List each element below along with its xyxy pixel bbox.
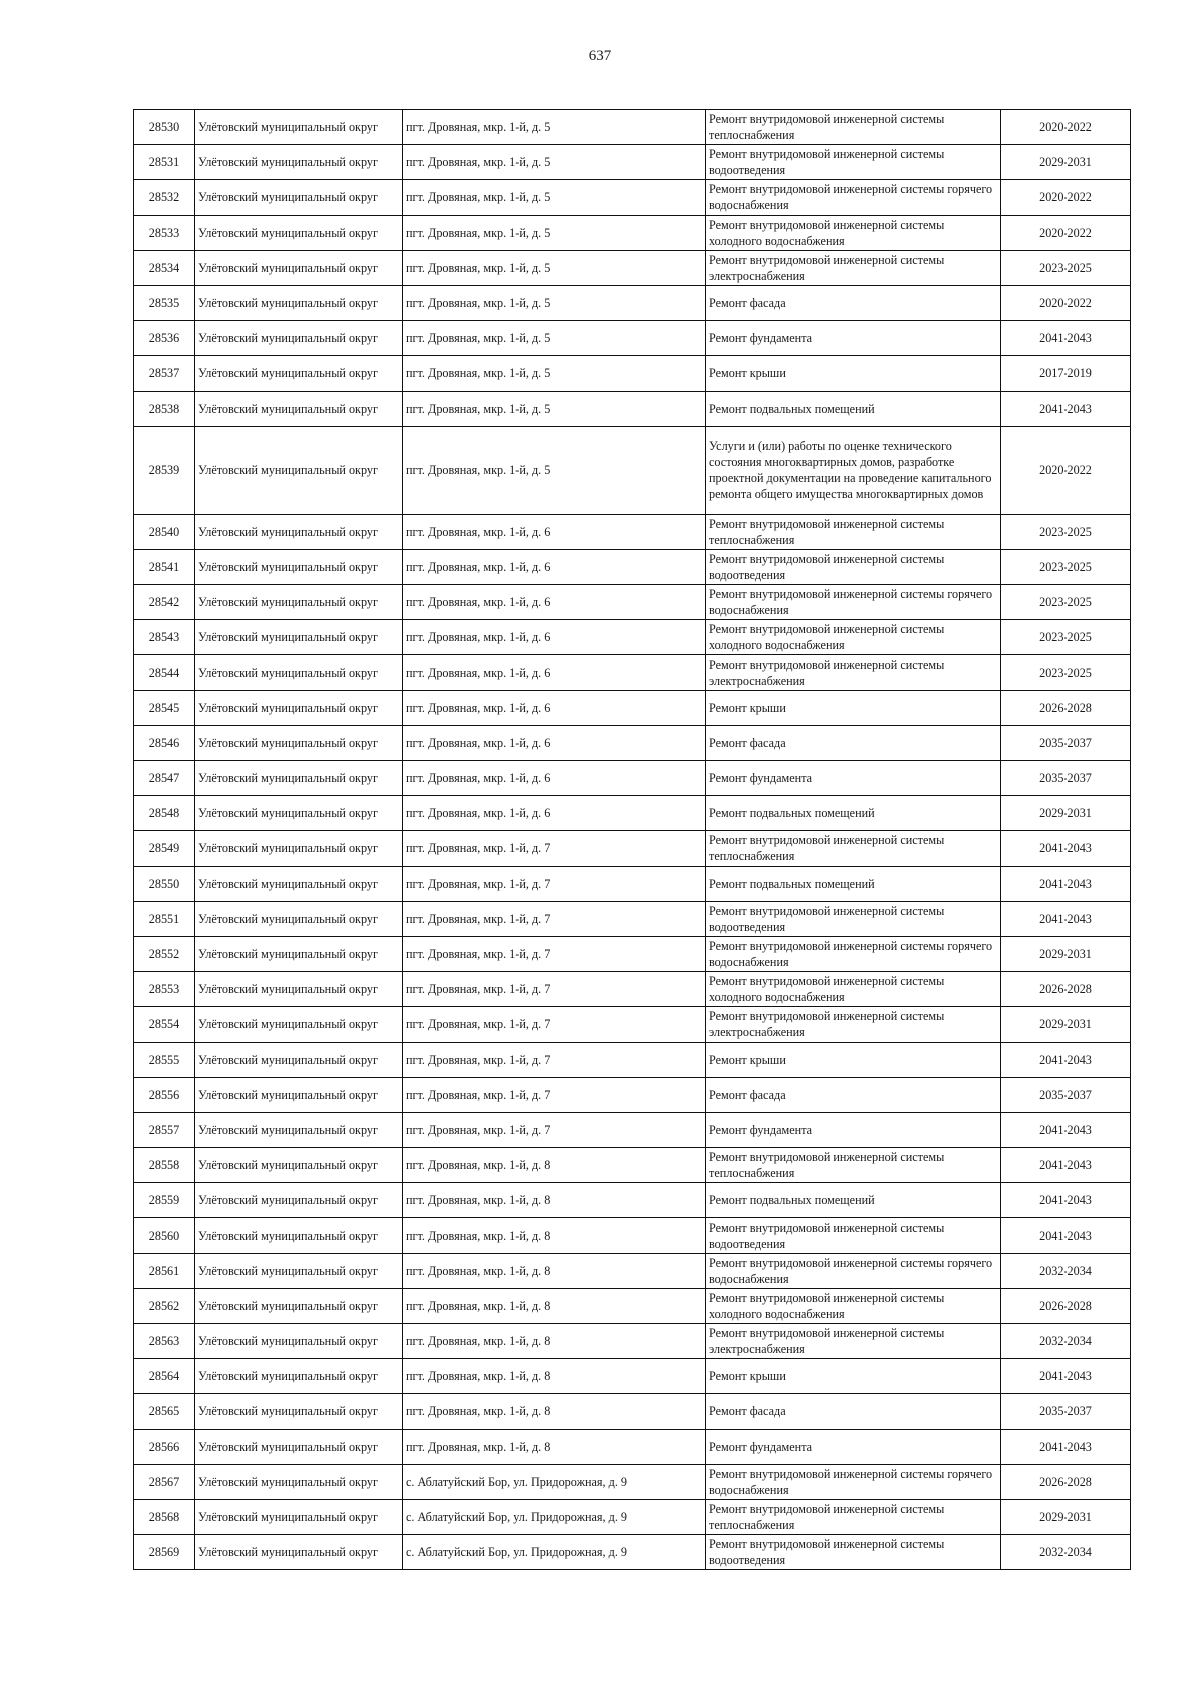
cell-district: Улётовский муниципальный округ [195, 1499, 403, 1534]
cell-number: 28543 [134, 620, 195, 655]
cell-address: пгт. Дровяная, мкр. 1-й, д. 8 [403, 1183, 706, 1218]
cell-number: 28545 [134, 690, 195, 725]
cell-years: 2017-2019 [1001, 356, 1131, 391]
cell-address: пгт. Дровяная, мкр. 1-й, д. 7 [403, 831, 706, 866]
table-row [134, 866, 1131, 901]
cell-number: 28554 [134, 1007, 195, 1042]
table-row [134, 585, 1131, 620]
cell-district: Улётовский муниципальный округ [195, 391, 403, 426]
cell-number: 28558 [134, 1148, 195, 1183]
cell-years: 2026-2028 [1001, 1464, 1131, 1499]
cell-work-type: Ремонт фасада [706, 1077, 1001, 1112]
cell-work-type: Ремонт фасада [706, 1394, 1001, 1429]
cell-work-type: Ремонт подвальных помещений [706, 866, 1001, 901]
cell-address: пгт. Дровяная, мкр. 1-й, д. 6 [403, 549, 706, 584]
cell-work-type: Ремонт крыши [706, 1359, 1001, 1394]
cell-work-type: Ремонт подвальных помещений [706, 796, 1001, 831]
cell-number: 28556 [134, 1077, 195, 1112]
cell-years: 2035-2037 [1001, 761, 1131, 796]
table-row [134, 1148, 1131, 1183]
table-row [134, 1112, 1131, 1147]
cell-number: 28563 [134, 1324, 195, 1359]
cell-work-type: Ремонт внутридомовой инженерной системы холодного водоснабжения [706, 1288, 1001, 1323]
cell-district: Улётовский муниципальный округ [195, 972, 403, 1007]
cell-years: 2041-2043 [1001, 321, 1131, 356]
cell-address: пгт. Дровяная, мкр. 1-й, д. 8 [403, 1324, 706, 1359]
cell-work-type: Ремонт внутридомовой инженерной системы водоотведения [706, 1218, 1001, 1253]
cell-address: пгт. Дровяная, мкр. 1-й, д. 5 [403, 391, 706, 426]
table-row [134, 1077, 1131, 1112]
cell-number: 28531 [134, 145, 195, 180]
cell-address: пгт. Дровяная, мкр. 1-й, д. 8 [403, 1218, 706, 1253]
table-row [134, 1253, 1131, 1288]
table-row [134, 1007, 1131, 1042]
cell-work-type: Ремонт внутридомовой инженерной системы водоотведения [706, 549, 1001, 584]
table-row [134, 549, 1131, 584]
cell-work-type: Ремонт внутридомовой инженерной системы водоотведения [706, 1535, 1001, 1570]
table-row [134, 901, 1131, 936]
cell-years: 2041-2043 [1001, 1148, 1131, 1183]
cell-address: пгт. Дровяная, мкр. 1-й, д. 6 [403, 655, 706, 690]
cell-years: 2041-2043 [1001, 866, 1131, 901]
cell-number: 28546 [134, 725, 195, 760]
cell-work-type: Ремонт внутридомовой инженерной системы электроснабжения [706, 1324, 1001, 1359]
cell-years: 2041-2043 [1001, 391, 1131, 426]
cell-years: 2020-2022 [1001, 180, 1131, 215]
cell-address: пгт. Дровяная, мкр. 1-й, д. 8 [403, 1253, 706, 1288]
cell-years: 2041-2043 [1001, 901, 1131, 936]
table-row [134, 1535, 1131, 1570]
cell-work-type: Ремонт внутридомовой инженерной системы холодного водоснабжения [706, 972, 1001, 1007]
cell-years: 2023-2025 [1001, 655, 1131, 690]
cell-years: 2032-2034 [1001, 1535, 1131, 1570]
cell-years: 2023-2025 [1001, 585, 1131, 620]
cell-address: пгт. Дровяная, мкр. 1-й, д. 5 [403, 321, 706, 356]
cell-number: 28532 [134, 180, 195, 215]
cell-district: Улётовский муниципальный округ [195, 549, 403, 584]
cell-years: 2023-2025 [1001, 620, 1131, 655]
cell-district: Улётовский муниципальный округ [195, 1007, 403, 1042]
cell-years: 2029-2031 [1001, 936, 1131, 971]
cell-district: Улётовский муниципальный округ [195, 1218, 403, 1253]
cell-district: Улётовский муниципальный округ [195, 356, 403, 391]
cell-number: 28560 [134, 1218, 195, 1253]
cell-district: Улётовский муниципальный округ [195, 620, 403, 655]
cell-work-type: Ремонт внутридомовой инженерной системы электроснабжения [706, 655, 1001, 690]
cell-work-type: Ремонт крыши [706, 356, 1001, 391]
table-row [134, 1394, 1131, 1429]
cell-district: Улётовский муниципальный округ [195, 1394, 403, 1429]
table-row [134, 321, 1131, 356]
cell-district: Улётовский муниципальный округ [195, 321, 403, 356]
cell-work-type: Ремонт внутридомовой инженерной системы холодного водоснабжения [706, 620, 1001, 655]
cell-address: пгт. Дровяная, мкр. 1-й, д. 5 [403, 180, 706, 215]
cell-years: 2041-2043 [1001, 1359, 1131, 1394]
cell-address: пгт. Дровяная, мкр. 1-й, д. 7 [403, 901, 706, 936]
cell-address: с. Аблатуйский Бор, ул. Придорожная, д. 9 [403, 1499, 706, 1534]
cell-work-type: Ремонт подвальных помещений [706, 391, 1001, 426]
cell-district: Улётовский муниципальный округ [195, 1183, 403, 1218]
cell-years: 2032-2034 [1001, 1253, 1131, 1288]
table-row [134, 761, 1131, 796]
cell-district: Улётовский муниципальный округ [195, 655, 403, 690]
table-row [134, 725, 1131, 760]
cell-years: 2026-2028 [1001, 1288, 1131, 1323]
table-row [134, 831, 1131, 866]
cell-work-type: Ремонт фундамента [706, 1112, 1001, 1147]
cell-number: 28530 [134, 110, 195, 145]
cell-number: 28566 [134, 1429, 195, 1464]
table-row [134, 391, 1131, 426]
cell-years: 2023-2025 [1001, 514, 1131, 549]
cell-years: 2035-2037 [1001, 1077, 1131, 1112]
cell-work-type: Услуги и (или) работы по оценке технического состояния многоквартирных домов, разработке проектной документации на проведение капитального ремонта общего имущества многоквартирных домов [706, 426, 1001, 514]
cell-address: пгт. Дровяная, мкр. 1-й, д. 7 [403, 866, 706, 901]
cell-years: 2026-2028 [1001, 972, 1131, 1007]
cell-district: Улётовский муниципальный округ [195, 250, 403, 285]
cell-address: пгт. Дровяная, мкр. 1-й, д. 6 [403, 725, 706, 760]
table-row [134, 655, 1131, 690]
cell-address: пгт. Дровяная, мкр. 1-й, д. 6 [403, 514, 706, 549]
table-row [134, 145, 1131, 180]
cell-years: 2032-2034 [1001, 1324, 1131, 1359]
cell-address: пгт. Дровяная, мкр. 1-й, д. 6 [403, 585, 706, 620]
cell-number: 28562 [134, 1288, 195, 1323]
cell-number: 28537 [134, 356, 195, 391]
cell-years: 2041-2043 [1001, 1183, 1131, 1218]
cell-work-type: Ремонт фасада [706, 285, 1001, 320]
cell-district: Улётовский муниципальный округ [195, 285, 403, 320]
cell-number: 28555 [134, 1042, 195, 1077]
cell-district: Улётовский муниципальный округ [195, 110, 403, 145]
cell-address: пгт. Дровяная, мкр. 1-й, д. 7 [403, 1077, 706, 1112]
cell-number: 28538 [134, 391, 195, 426]
cell-address: пгт. Дровяная, мкр. 1-й, д. 5 [403, 250, 706, 285]
cell-address: пгт. Дровяная, мкр. 1-й, д. 5 [403, 110, 706, 145]
cell-district: Улётовский муниципальный округ [195, 180, 403, 215]
cell-address: пгт. Дровяная, мкр. 1-й, д. 7 [403, 972, 706, 1007]
cell-work-type: Ремонт фундамента [706, 1429, 1001, 1464]
cell-number: 28567 [134, 1464, 195, 1499]
table-row [134, 180, 1131, 215]
cell-number: 28533 [134, 215, 195, 250]
cell-address: пгт. Дровяная, мкр. 1-й, д. 7 [403, 936, 706, 971]
cell-work-type: Ремонт крыши [706, 690, 1001, 725]
cell-district: Улётовский муниципальный округ [195, 215, 403, 250]
cell-address: пгт. Дровяная, мкр. 1-й, д. 5 [403, 285, 706, 320]
cell-work-type: Ремонт внутридомовой инженерной системы водоотведения [706, 901, 1001, 936]
table-row [134, 796, 1131, 831]
table-row [134, 1359, 1131, 1394]
cell-years: 2041-2043 [1001, 1429, 1131, 1464]
cell-years: 2020-2022 [1001, 285, 1131, 320]
cell-district: Улётовский муниципальный округ [195, 1429, 403, 1464]
cell-years: 2026-2028 [1001, 690, 1131, 725]
cell-number: 28553 [134, 972, 195, 1007]
cell-years: 2029-2031 [1001, 796, 1131, 831]
cell-number: 28559 [134, 1183, 195, 1218]
table-row [134, 215, 1131, 250]
cell-years: 2029-2031 [1001, 1499, 1131, 1534]
cell-work-type: Ремонт внутридомовой инженерной системы горячего водоснабжения [706, 180, 1001, 215]
table-row [134, 1183, 1131, 1218]
table-row [134, 1288, 1131, 1323]
cell-number: 28544 [134, 655, 195, 690]
table-row [134, 620, 1131, 655]
cell-address: пгт. Дровяная, мкр. 1-й, д. 8 [403, 1359, 706, 1394]
cell-address: пгт. Дровяная, мкр. 1-й, д. 8 [403, 1429, 706, 1464]
cell-years: 2041-2043 [1001, 1218, 1131, 1253]
cell-number: 28549 [134, 831, 195, 866]
cell-work-type: Ремонт внутридомовой инженерной системы теплоснабжения [706, 1148, 1001, 1183]
cell-number: 28551 [134, 901, 195, 936]
cell-address: пгт. Дровяная, мкр. 1-й, д. 7 [403, 1112, 706, 1147]
cell-number: 28561 [134, 1253, 195, 1288]
cell-years: 2020-2022 [1001, 110, 1131, 145]
table-row [134, 110, 1131, 145]
cell-number: 28539 [134, 426, 195, 514]
cell-number: 28548 [134, 796, 195, 831]
cell-district: Улётовский муниципальный округ [195, 145, 403, 180]
cell-number: 28564 [134, 1359, 195, 1394]
table-row [134, 1324, 1131, 1359]
cell-district: Улётовский муниципальный округ [195, 690, 403, 725]
cell-work-type: Ремонт внутридомовой инженерной системы теплоснабжения [706, 514, 1001, 549]
cell-district: Улётовский муниципальный округ [195, 1253, 403, 1288]
cell-district: Улётовский муниципальный округ [195, 1359, 403, 1394]
cell-work-type: Ремонт подвальных помещений [706, 1183, 1001, 1218]
table-row [134, 1429, 1131, 1464]
cell-number: 28542 [134, 585, 195, 620]
table-row [134, 356, 1131, 391]
table-row [134, 1042, 1131, 1077]
cell-years: 2041-2043 [1001, 831, 1131, 866]
cell-address: пгт. Дровяная, мкр. 1-й, д. 6 [403, 761, 706, 796]
cell-address: с. Аблатуйский Бор, ул. Придорожная, д. 9 [403, 1464, 706, 1499]
cell-years: 2029-2031 [1001, 1007, 1131, 1042]
cell-number: 28547 [134, 761, 195, 796]
cell-district: Улётовский муниципальный округ [195, 426, 403, 514]
table-body [134, 110, 1131, 1570]
cell-work-type: Ремонт внутридомовой инженерной системы теплоснабжения [706, 1499, 1001, 1534]
cell-district: Улётовский муниципальный округ [195, 1288, 403, 1323]
cell-address: пгт. Дровяная, мкр. 1-й, д. 5 [403, 145, 706, 180]
cell-number: 28550 [134, 866, 195, 901]
cell-work-type: Ремонт крыши [706, 1042, 1001, 1077]
cell-district: Улётовский муниципальный округ [195, 1324, 403, 1359]
cell-district: Улётовский муниципальный округ [195, 1042, 403, 1077]
cell-address: с. Аблатуйский Бор, ул. Придорожная, д. 9 [403, 1535, 706, 1570]
cell-work-type: Ремонт внутридомовой инженерной системы горячего водоснабжения [706, 1253, 1001, 1288]
cell-address: пгт. Дровяная, мкр. 1-й, д. 6 [403, 620, 706, 655]
table-row [134, 690, 1131, 725]
table-row [134, 285, 1131, 320]
cell-years: 2023-2025 [1001, 250, 1131, 285]
cell-work-type: Ремонт фундамента [706, 321, 1001, 356]
cell-years: 2020-2022 [1001, 215, 1131, 250]
cell-district: Улётовский муниципальный округ [195, 725, 403, 760]
cell-district: Улётовский муниципальный округ [195, 514, 403, 549]
cell-number: 28540 [134, 514, 195, 549]
cell-work-type: Ремонт внутридомовой инженерной системы теплоснабжения [706, 831, 1001, 866]
cell-address: пгт. Дровяная, мкр. 1-й, д. 6 [403, 690, 706, 725]
table-row [134, 1499, 1131, 1534]
cell-address: пгт. Дровяная, мкр. 1-й, д. 7 [403, 1042, 706, 1077]
cell-work-type: Ремонт внутридомовой инженерной системы горячего водоснабжения [706, 585, 1001, 620]
cell-district: Улётовский муниципальный округ [195, 901, 403, 936]
cell-address: пгт. Дровяная, мкр. 1-й, д. 5 [403, 356, 706, 391]
cell-address: пгт. Дровяная, мкр. 1-й, д. 8 [403, 1148, 706, 1183]
cell-work-type: Ремонт фундамента [706, 761, 1001, 796]
table-row [134, 426, 1131, 514]
cell-years: 2020-2022 [1001, 426, 1131, 514]
cell-number: 28552 [134, 936, 195, 971]
cell-district: Улётовский муниципальный округ [195, 1077, 403, 1112]
cell-address: пгт. Дровяная, мкр. 1-й, д. 5 [403, 426, 706, 514]
table-row [134, 250, 1131, 285]
cell-district: Улётовский муниципальный округ [195, 585, 403, 620]
table-row [134, 1218, 1131, 1253]
page-number: 637 [588, 48, 612, 64]
cell-district: Улётовский муниципальный округ [195, 831, 403, 866]
cell-district: Улётовский муниципальный округ [195, 1535, 403, 1570]
repair-schedule-table [133, 109, 1131, 1570]
table-row [134, 1464, 1131, 1499]
cell-district: Улётовский муниципальный округ [195, 866, 403, 901]
table-row [134, 972, 1131, 1007]
cell-number: 28536 [134, 321, 195, 356]
cell-number: 28569 [134, 1535, 195, 1570]
cell-years: 2023-2025 [1001, 549, 1131, 584]
cell-work-type: Ремонт внутридомовой инженерной системы водоотведения [706, 145, 1001, 180]
cell-address: пгт. Дровяная, мкр. 1-й, д. 7 [403, 1007, 706, 1042]
cell-years: 2035-2037 [1001, 725, 1131, 760]
cell-years: 2041-2043 [1001, 1112, 1131, 1147]
cell-address: пгт. Дровяная, мкр. 1-й, д. 5 [403, 215, 706, 250]
cell-district: Улётовский муниципальный округ [195, 1112, 403, 1147]
cell-address: пгт. Дровяная, мкр. 1-й, д. 8 [403, 1288, 706, 1323]
table-row [134, 936, 1131, 971]
cell-years: 2029-2031 [1001, 145, 1131, 180]
cell-number: 28534 [134, 250, 195, 285]
cell-address: пгт. Дровяная, мкр. 1-й, д. 8 [403, 1394, 706, 1429]
cell-number: 28568 [134, 1499, 195, 1534]
cell-district: Улётовский муниципальный округ [195, 796, 403, 831]
cell-work-type: Ремонт фасада [706, 725, 1001, 760]
cell-work-type: Ремонт внутридомовой инженерной системы электроснабжения [706, 1007, 1001, 1042]
cell-number: 28565 [134, 1394, 195, 1429]
cell-work-type: Ремонт внутридомовой инженерной системы горячего водоснабжения [706, 936, 1001, 971]
cell-work-type: Ремонт внутридомовой инженерной системы теплоснабжения [706, 110, 1001, 145]
cell-district: Улётовский муниципальный округ [195, 1148, 403, 1183]
cell-number: 28557 [134, 1112, 195, 1147]
cell-years: 2041-2043 [1001, 1042, 1131, 1077]
cell-district: Улётовский муниципальный округ [195, 761, 403, 796]
cell-years: 2035-2037 [1001, 1394, 1131, 1429]
cell-work-type: Ремонт внутридомовой инженерной системы холодного водоснабжения [706, 215, 1001, 250]
cell-number: 28535 [134, 285, 195, 320]
cell-number: 28541 [134, 549, 195, 584]
table-row [134, 514, 1131, 549]
cell-district: Улётовский муниципальный округ [195, 1464, 403, 1499]
cell-district: Улётовский муниципальный округ [195, 936, 403, 971]
cell-work-type: Ремонт внутридомовой инженерной системы горячего водоснабжения [706, 1464, 1001, 1499]
cell-address: пгт. Дровяная, мкр. 1-й, д. 6 [403, 796, 706, 831]
cell-work-type: Ремонт внутридомовой инженерной системы электроснабжения [706, 250, 1001, 285]
